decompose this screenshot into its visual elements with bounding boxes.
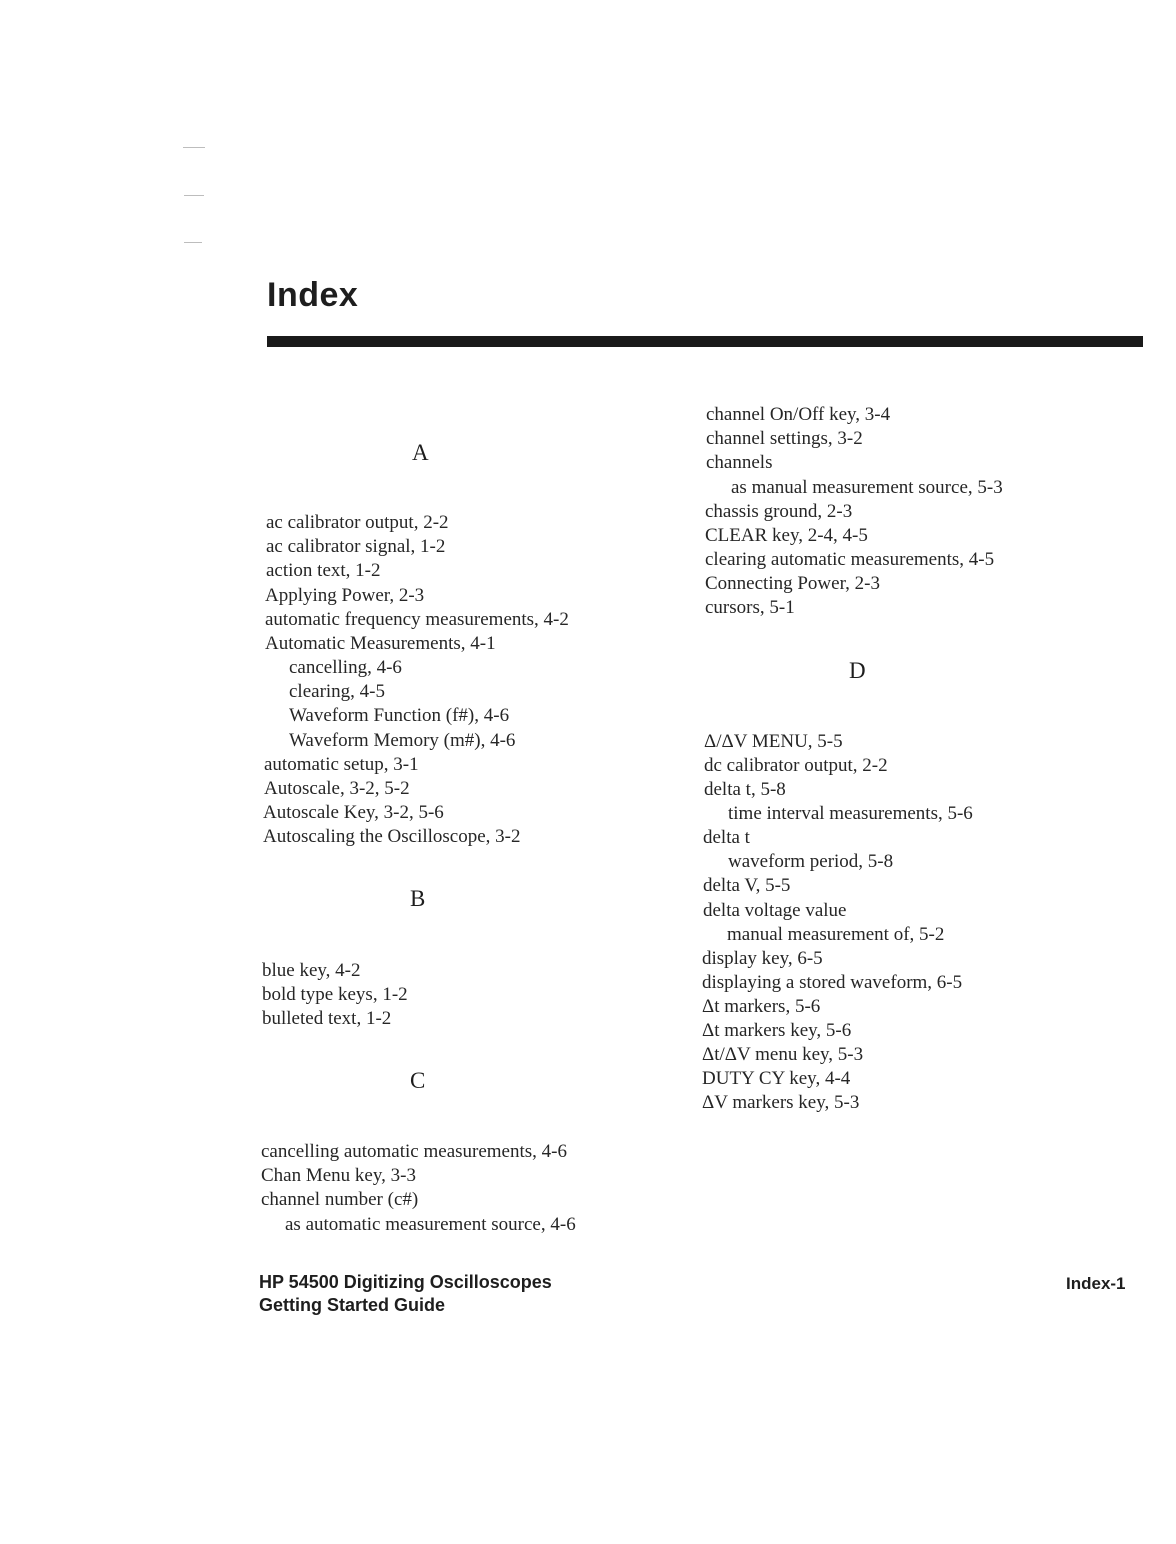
index-subentry: as automatic measurement source, 4-6 — [285, 1214, 576, 1235]
index-subentry: Waveform Function (f#), 4-6 — [289, 705, 510, 726]
index-entry: Δt markers, 5-6 — [702, 996, 821, 1017]
index-entry: bold type keys, 1-2 — [262, 984, 408, 1005]
index-entry: Autoscale Key, 3-2, 5-6 — [263, 802, 444, 823]
index-entry: Connecting Power, 2-3 — [705, 573, 880, 594]
index-entry: display key, 6-5 — [702, 948, 823, 969]
footer-guide-name: Getting Started Guide — [259, 1295, 446, 1315]
index-entry: Δt/ΔV menu key, 5-3 — [702, 1044, 864, 1065]
index-entry: Δ/ΔV MENU, 5-5 — [704, 731, 843, 752]
index-entry: displaying a stored waveform, 6-5 — [702, 972, 963, 993]
index-entry: channel On/Off key, 3-4 — [706, 404, 891, 425]
index-entry: ac calibrator output, 2-2 — [266, 512, 449, 533]
index-subentry: waveform period, 5-8 — [728, 851, 894, 872]
index-entry: Automatic Measurements, 4-1 — [265, 633, 496, 654]
index-entry: automatic frequency measurements, 4-2 — [265, 609, 569, 630]
index-entry: Applying Power, 2-3 — [265, 585, 425, 606]
index-entry: action text, 1-2 — [266, 560, 381, 581]
index-entry: clearing automatic measurements, 4-5 — [705, 549, 995, 570]
index-entry: delta t — [703, 827, 750, 848]
index-entry: DUTY CY key, 4-4 — [702, 1068, 851, 1089]
footer-page-number: Index-1 — [1066, 1274, 1126, 1293]
title-rule — [267, 336, 1143, 347]
section-letter-a: A — [412, 440, 429, 465]
index-entry: channels — [706, 452, 773, 473]
index-subentry: Waveform Memory (m#), 4-6 — [289, 730, 516, 751]
index-entry: delta V, 5-5 — [703, 875, 791, 896]
index-entry: cursors, 5-1 — [705, 597, 795, 618]
section-letter-c: C — [410, 1068, 426, 1093]
scan-mark — [184, 242, 202, 243]
index-entry: Δt markers key, 5-6 — [702, 1020, 852, 1041]
index-entry: dc calibrator output, 2-2 — [704, 755, 888, 776]
section-letter-b: B — [410, 886, 426, 911]
page-title: Index — [267, 276, 359, 314]
index-entry: delta voltage value — [703, 900, 847, 921]
index-entry: channel number (c#) — [261, 1189, 419, 1210]
index-entry: automatic setup, 3-1 — [264, 754, 419, 775]
index-entry: delta t, 5-8 — [704, 779, 786, 800]
index-entry: channel settings, 3-2 — [706, 428, 863, 449]
index-entry: chassis ground, 2-3 — [705, 501, 853, 522]
index-subentry: cancelling, 4-6 — [289, 657, 402, 678]
index-entry: bulleted text, 1-2 — [262, 1008, 392, 1029]
index-entry: Autoscaling the Oscilloscope, 3-2 — [263, 826, 521, 847]
index-entry: Autoscale, 3-2, 5-2 — [264, 778, 410, 799]
index-entry: ac calibrator signal, 1-2 — [266, 536, 446, 557]
index-subentry: manual measurement of, 5-2 — [727, 924, 945, 945]
index-subentry: clearing, 4-5 — [289, 681, 386, 702]
footer-book-title: HP 54500 Digitizing Oscilloscopes — [259, 1272, 552, 1292]
scan-mark — [183, 147, 205, 148]
index-entry: blue key, 4-2 — [262, 960, 361, 981]
scan-mark — [184, 195, 204, 196]
section-letter-d: D — [849, 658, 866, 683]
index-entry: cancelling automatic measurements, 4-6 — [261, 1141, 567, 1162]
index-subentry: time interval measurements, 5-6 — [728, 803, 973, 824]
index-entry: Chan Menu key, 3-3 — [261, 1165, 416, 1186]
index-entry: ΔV markers key, 5-3 — [702, 1092, 860, 1113]
index-entry: CLEAR key, 2-4, 4-5 — [705, 525, 868, 546]
footer-book-info — [259, 1271, 552, 1317]
index-subentry: as manual measurement source, 5-3 — [731, 477, 1003, 498]
